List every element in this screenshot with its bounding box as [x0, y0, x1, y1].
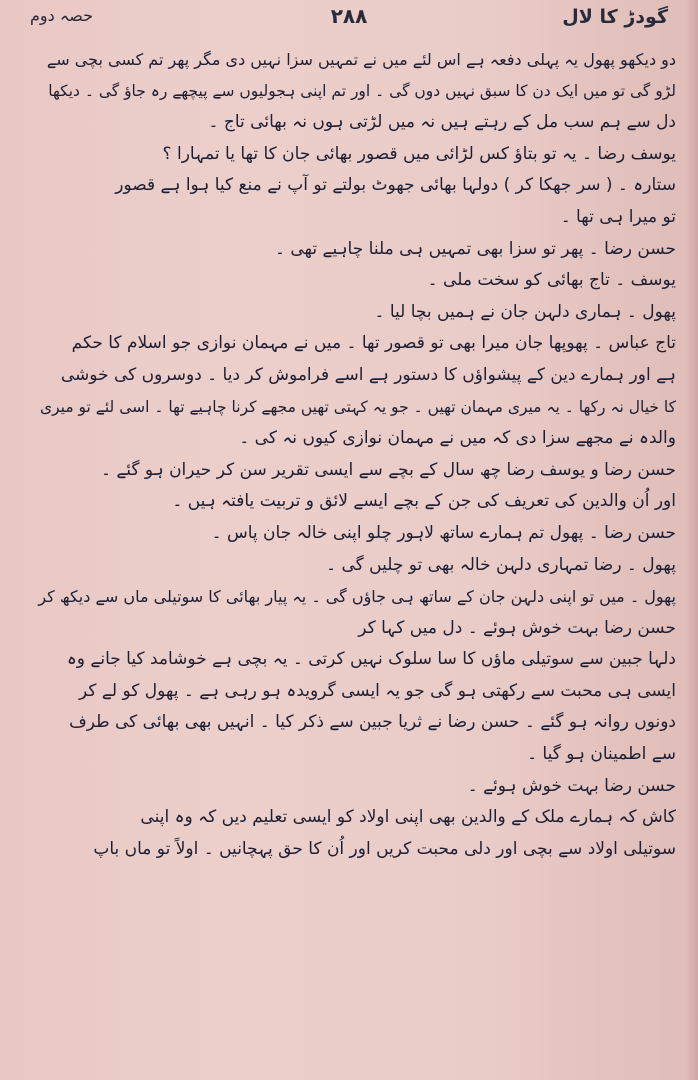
- text-line: ایسی ہی محبت سے رکھتی ہو گی جو یہ ایسی گرویدہ ہو رہی ہے ۔ پھول کو لے کر: [79, 680, 676, 701]
- text-line: پھول ۔ رضا تمہاری دلہن خالہ بھی تو چلیں گی ۔: [326, 554, 676, 575]
- book-title: گودڑ کا لال: [562, 6, 668, 28]
- text-line: سوتیلی اولاد سے بچی اور دلی محبت کریں اور اُن کا حق پہچانیں ۔ اولاً تو ماں باپ: [93, 838, 676, 859]
- text-line: کا خیال نہ رکھا ۔ یہ میری مہمان تھیں ۔ جو یہ کہتی تھیں مجھے کرنا چاہیے تھا ۔ اسی لئے تو میری: [39, 397, 676, 416]
- page-text: [30, 44, 676, 865]
- text-line: تاج عباس ۔ پھوپھا جان میرا بھی تو قصور تھا ۔ میں نے مہمان نوازی جو اسلام کا حکم: [71, 333, 676, 354]
- text-line: حسن رضا بہت خوش ہوئے ۔ دل میں کہا کر: [358, 617, 676, 638]
- text-line: دونوں روانہ ہو گئے ۔ حسن رضا نے ثریا جبین سے ذکر کیا ۔ انہیں بھی بھائی کی طرف: [69, 712, 676, 733]
- text-line: حسن رضا و یوسف رضا چھ سال کے بچے سے ایسی تقریر سن کر حیران ہو گئے ۔: [100, 459, 676, 480]
- text-line: حسن رضا ۔ پھول تم ہمارے ساتھ لاہور چلو اپنی خالہ جان پاس ۔: [211, 522, 676, 543]
- text-line: پھول ۔ ہماری دلہن جان نے ہمیں بچا لیا ۔: [374, 301, 676, 322]
- text-line: ستارہ ۔ ( سر جھکا کر ) دولہا بھائی جھوٹ بولتے تو آپ نے منع کیا ہوا ہے قصور: [115, 175, 676, 196]
- text-line: سے اطمینان ہو گیا ۔: [527, 744, 676, 765]
- text-line: لڑو گی تو میں ایک دن کا سبق نہیں دوں گی ۔ اور تم اپنی ہجولیوں سے پیچھے رہ جاؤ گی ۔ دیکھا: [48, 81, 676, 100]
- text-line: کاش کہ ہمارے ملک کے والدین بھی اپنی اولاد کو ایسی تعلیم دیں کہ وہ اپنی: [140, 807, 676, 828]
- text-line: اور اُن والدین کی تعریف کی جن کے بچے ایسے لائق و تربیت یافتہ ہیں ۔: [172, 491, 676, 512]
- text-line: یوسف ۔ تاج بھائی کو سخت ملی ۔: [427, 270, 676, 291]
- text-line: ہے اور ہمارے دین کے پیشواؤں کا دستور ہے اسے فراموش کر دیا ۔ دوسروں کی خوشی: [60, 364, 676, 385]
- page-header: [30, 6, 668, 32]
- text-line: یوسف رضا ۔ یہ تو بتاؤ کس لڑائی میں قصور بھائی جان کا تھا یا تمہارا ؟: [162, 143, 676, 164]
- text-line: حسن رضا بہت خوش ہوئے ۔: [467, 775, 676, 796]
- text-line: دل سے ہم سب مل کے رہتے ہیں نہ میں لڑتی ہوں نہ بھائی تاج ۔: [208, 112, 676, 133]
- page-number: ۲۸۸: [330, 4, 368, 28]
- text-line: تو میرا ہی تھا ۔: [560, 206, 676, 227]
- part-label: حصہ دوم: [30, 6, 93, 25]
- text-line: حسن رضا ۔ پھر تو سزا بھی تمہیں ہی ملنا چاہیے تھی ۔: [275, 238, 676, 259]
- text-line: دو دیکھو پھول یہ پہلی دفعہ ہے اس لئے میں نے تمہیں سزا نہیں دی مگر پھر تم کسی بچی سے: [46, 50, 676, 69]
- text-line: والدہ نے مجھے سزا دی کہ میں نے مہمان نوازی کیوں نہ کی ۔: [239, 428, 676, 449]
- text-line: پھول ۔ میں تو اپنی دلہن جان کے ساتھ ہی جاؤں گی ۔ یہ پیار بھائی کا سوتیلی ماں سے دیکھ کر: [38, 587, 676, 607]
- text-line: دلہا جبین سے سوتیلی ماؤں کا سا سلوک نہیں کرتی ۔ یہ بچی ہے خوشامد کیا جانے وہ: [66, 649, 676, 670]
